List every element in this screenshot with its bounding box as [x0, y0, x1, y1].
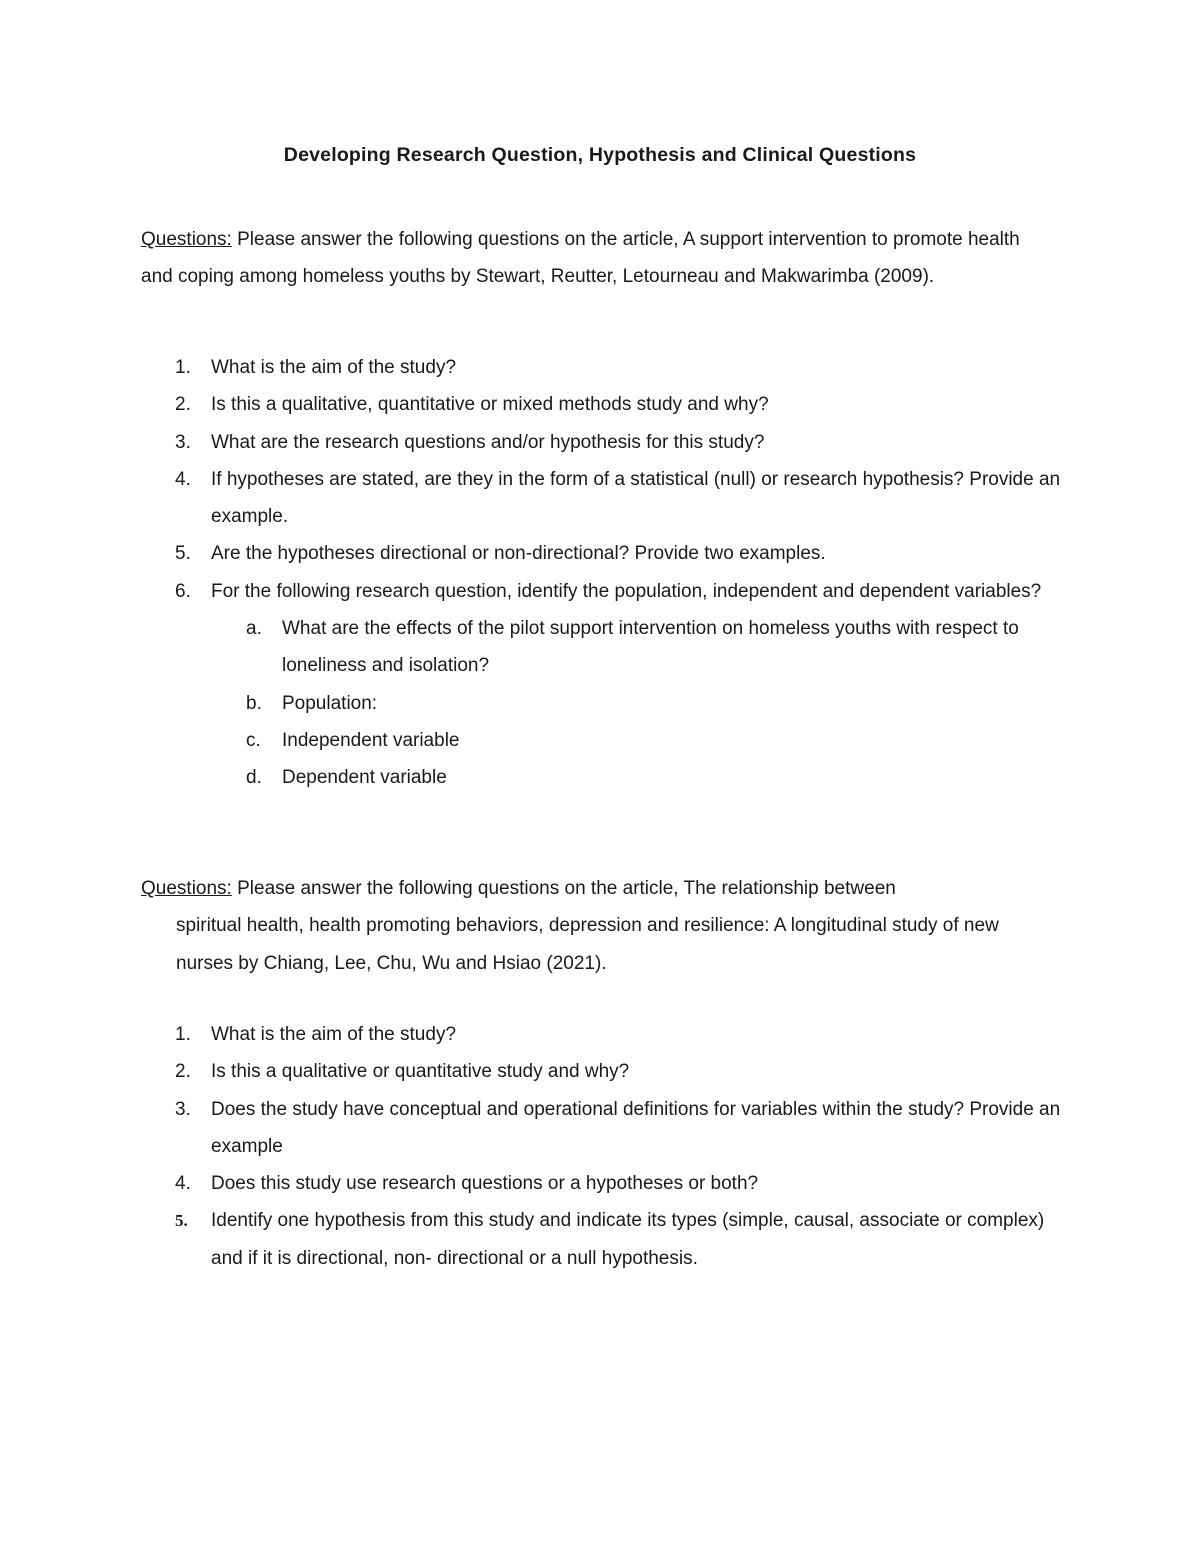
sub-item-text: Dependent variable — [282, 767, 447, 789]
item-number: 2. — [175, 394, 191, 416]
sub-list-item — [211, 759, 1061, 796]
section1-text: Please answer the following questions on the article, A support intervention to promote health and coping among homeless youths by Stewart, Reutter, Letourneau and Makwarimba (2009). — [141, 229, 1020, 288]
item-text: What are the research questions and/or hypothesis for this study? — [211, 431, 765, 453]
list-item — [141, 424, 1061, 461]
section2-text-rest: spiritual health, health promoting behaviors, depression and resilience: A longitudinal study of new nurses by Chiang, Lee, Chu, Wu and Hsiao (2021). — [176, 915, 999, 974]
item-text: Are the hypotheses directional or non-directional? Provide two examples. — [211, 543, 826, 565]
item-number: 6. — [175, 580, 191, 602]
item-number: 2. — [175, 1061, 191, 1083]
list-item — [141, 349, 1061, 386]
item-text: For the following research question, identify the population, independent and dependent variables? — [211, 580, 1042, 602]
item-text: If hypotheses are stated, are they in the form of a statistical (null) or research hypothesis? Provide an example. — [211, 468, 1061, 528]
section1-question-list — [141, 349, 1061, 797]
sub-list-item — [211, 685, 1061, 722]
item-text: Does the study have conceptual and operational definitions for variables within the study? Provide an example — [211, 1098, 1061, 1157]
sub-item-text: Population: — [282, 692, 378, 714]
document-title: Developing Research Question, Hypothesis and Clinical Questions — [283, 144, 917, 166]
item-number: 1. — [175, 357, 191, 378]
section2-text-first: Please answer the following questions on the article, The relationship between — [231, 878, 896, 899]
item-number: 5. — [175, 1211, 188, 1231]
section1-label: Questions: — [141, 229, 232, 250]
sub-item-letter: b. — [246, 692, 262, 714]
item-text: Identify one hypothesis from this study and indicate its types (simple, causal, associate or complex) and if it is directional, non- directional or a null hypothesis. — [211, 1210, 1045, 1269]
item-text: Does this study use research questions or a hypotheses or both? — [211, 1173, 759, 1195]
sub-item-letter: c. — [246, 729, 261, 751]
item-number: 5. — [175, 543, 191, 565]
item-number: 4. — [175, 468, 191, 490]
list-item — [141, 535, 1061, 572]
sub-question-list — [211, 610, 1061, 796]
sub-list-item — [211, 722, 1061, 759]
sub-item-letter: a. — [246, 618, 262, 640]
section2-question-list — [141, 1016, 1061, 1277]
list-item — [141, 1202, 1061, 1277]
sub-item-text: What are the effects of the pilot support intervention on homeless youths with respect to loneliness and isolation? — [282, 618, 1019, 677]
section1-intro — [141, 221, 1041, 296]
section2-intro — [141, 870, 1041, 982]
list-item — [141, 1165, 1061, 1202]
section2-label: Questions: — [141, 878, 232, 899]
item-text: What is the aim of the study? — [211, 1024, 457, 1045]
sub-item-letter: d. — [246, 767, 262, 789]
sub-list-item — [211, 610, 1061, 685]
list-item — [141, 1016, 1061, 1053]
list-item — [141, 1053, 1061, 1090]
item-number: 4. — [175, 1173, 191, 1195]
item-number: 3. — [175, 1098, 191, 1120]
item-text: Is this a qualitative or quantitative study and why? — [211, 1061, 630, 1083]
item-text: What is the aim of the study? — [211, 357, 457, 378]
item-number: 1. — [175, 1024, 191, 1045]
list-item — [141, 573, 1061, 797]
item-number: 3. — [175, 431, 191, 453]
list-item — [141, 1091, 1061, 1166]
list-item — [141, 386, 1061, 423]
item-text: Is this a qualitative, quantitative or mixed methods study and why? — [211, 394, 769, 416]
sub-item-text: Independent variable — [282, 729, 460, 751]
list-item — [141, 461, 1061, 536]
